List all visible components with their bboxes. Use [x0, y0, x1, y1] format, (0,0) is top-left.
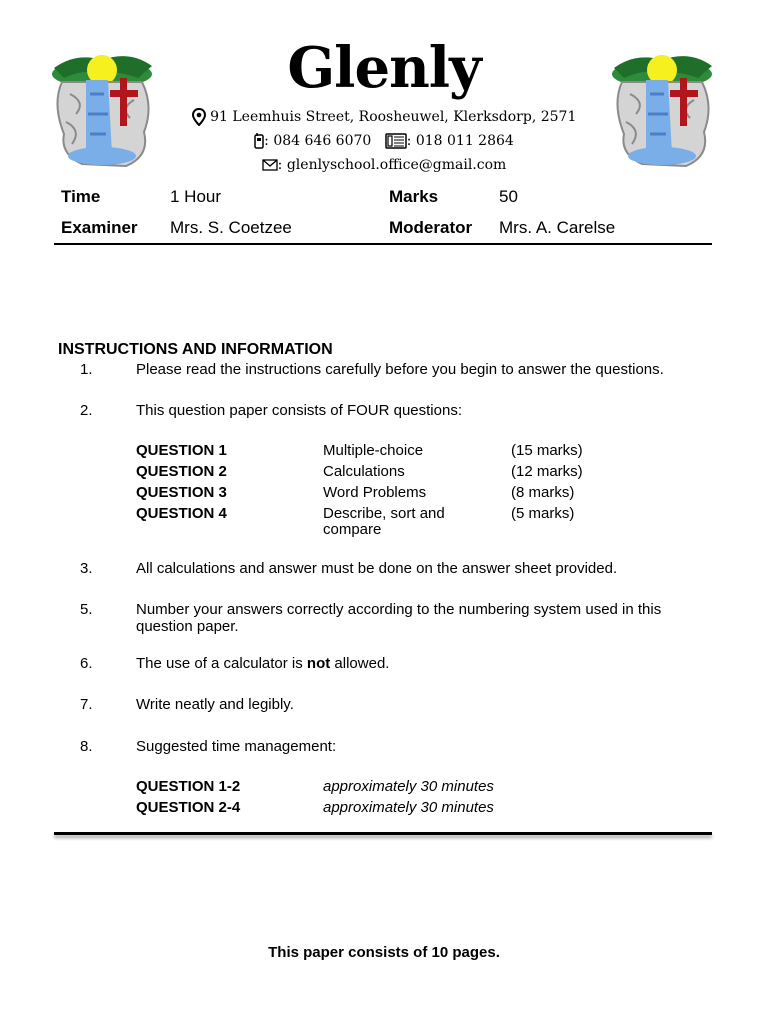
time-question-label: QUESTION 1-2: [136, 778, 241, 795]
item-text: Suggested time management:: [136, 738, 337, 755]
time-question-label: QUESTION 2-4: [136, 799, 241, 816]
question-topic: Calculations: [323, 463, 405, 480]
cellphone-icon: [254, 133, 264, 149]
cell-number: : 084 646 6070: [264, 133, 372, 149]
question-label: QUESTION 2: [136, 463, 227, 480]
item-text: All calculations and answer must be done on the answer sheet provided.: [136, 560, 618, 577]
item-text-after: allowed.: [330, 655, 390, 672]
moderator-label: Moderator: [389, 218, 473, 237]
location-pin-icon: [192, 108, 206, 126]
item-text: Number your answers correctly according to the numbering system used in this question paper.: [136, 601, 662, 635]
email-line: [0, 156, 768, 174]
examiner-label: Examiner: [61, 218, 138, 237]
question-marks: (15 marks): [511, 442, 583, 459]
marks-value: 50: [499, 187, 518, 206]
moderator-value: Mrs. A. Carelse: [499, 218, 616, 237]
item-number: 7.: [80, 696, 93, 713]
item-number: 5.: [80, 601, 93, 618]
instructions-heading: INSTRUCTIONS AND INFORMATION: [58, 341, 333, 358]
question-marks: (8 marks): [511, 484, 575, 501]
item-number: 2.: [80, 402, 93, 419]
address-line: [0, 108, 768, 126]
question-topic: Describe, sort and compare: [323, 505, 445, 538]
tel-number: : 018 011 2864: [406, 133, 514, 149]
item-number: 8.: [80, 738, 93, 755]
fax-icon: [385, 133, 407, 149]
time-label: Time: [61, 187, 101, 206]
question-marks: (5 marks): [511, 505, 575, 522]
question-label: QUESTION 3: [136, 484, 227, 501]
question-label: QUESTION 1: [136, 442, 227, 459]
phone-line: [0, 132, 768, 150]
examiner-value: Mrs. S. Coetzee: [170, 218, 292, 237]
item-text: This question paper consists of FOUR questions:: [136, 402, 462, 419]
school-name: Glenly: [287, 35, 481, 101]
page-count-note: This paper consists of 10 pages.: [268, 944, 500, 961]
item-text-before: The use of a calculator is: [136, 655, 307, 672]
marks-label: Marks: [389, 187, 439, 206]
item-text: [136, 655, 696, 672]
question-topic: Multiple-choice: [323, 442, 424, 459]
time-suggestion: approximately 30 minutes: [323, 778, 494, 795]
item-text-emphasis: not: [306, 655, 331, 672]
item-number: 3.: [80, 560, 93, 577]
section-divider: [54, 832, 712, 835]
time-suggestion: approximately 30 minutes: [323, 799, 494, 816]
question-topic: Word Problems: [323, 484, 427, 501]
item-number: 1.: [80, 361, 93, 378]
time-value: 1 Hour: [170, 187, 222, 206]
item-number: 6.: [80, 655, 93, 672]
item-text: Write neatly and legibly.: [136, 696, 294, 713]
address-text: 91 Leemhuis Street, Roosheuwel, Klerksdorp, 2571: [210, 109, 577, 125]
email-text: : glenlyschool.office@gmail.com: [277, 157, 507, 173]
item-text: Please read the instructions carefully before you begin to answer the questions.: [136, 361, 664, 378]
header-divider: [54, 243, 712, 245]
envelope-icon: [262, 159, 278, 171]
question-label: QUESTION 4: [136, 505, 227, 522]
question-marks: (12 marks): [511, 463, 583, 480]
